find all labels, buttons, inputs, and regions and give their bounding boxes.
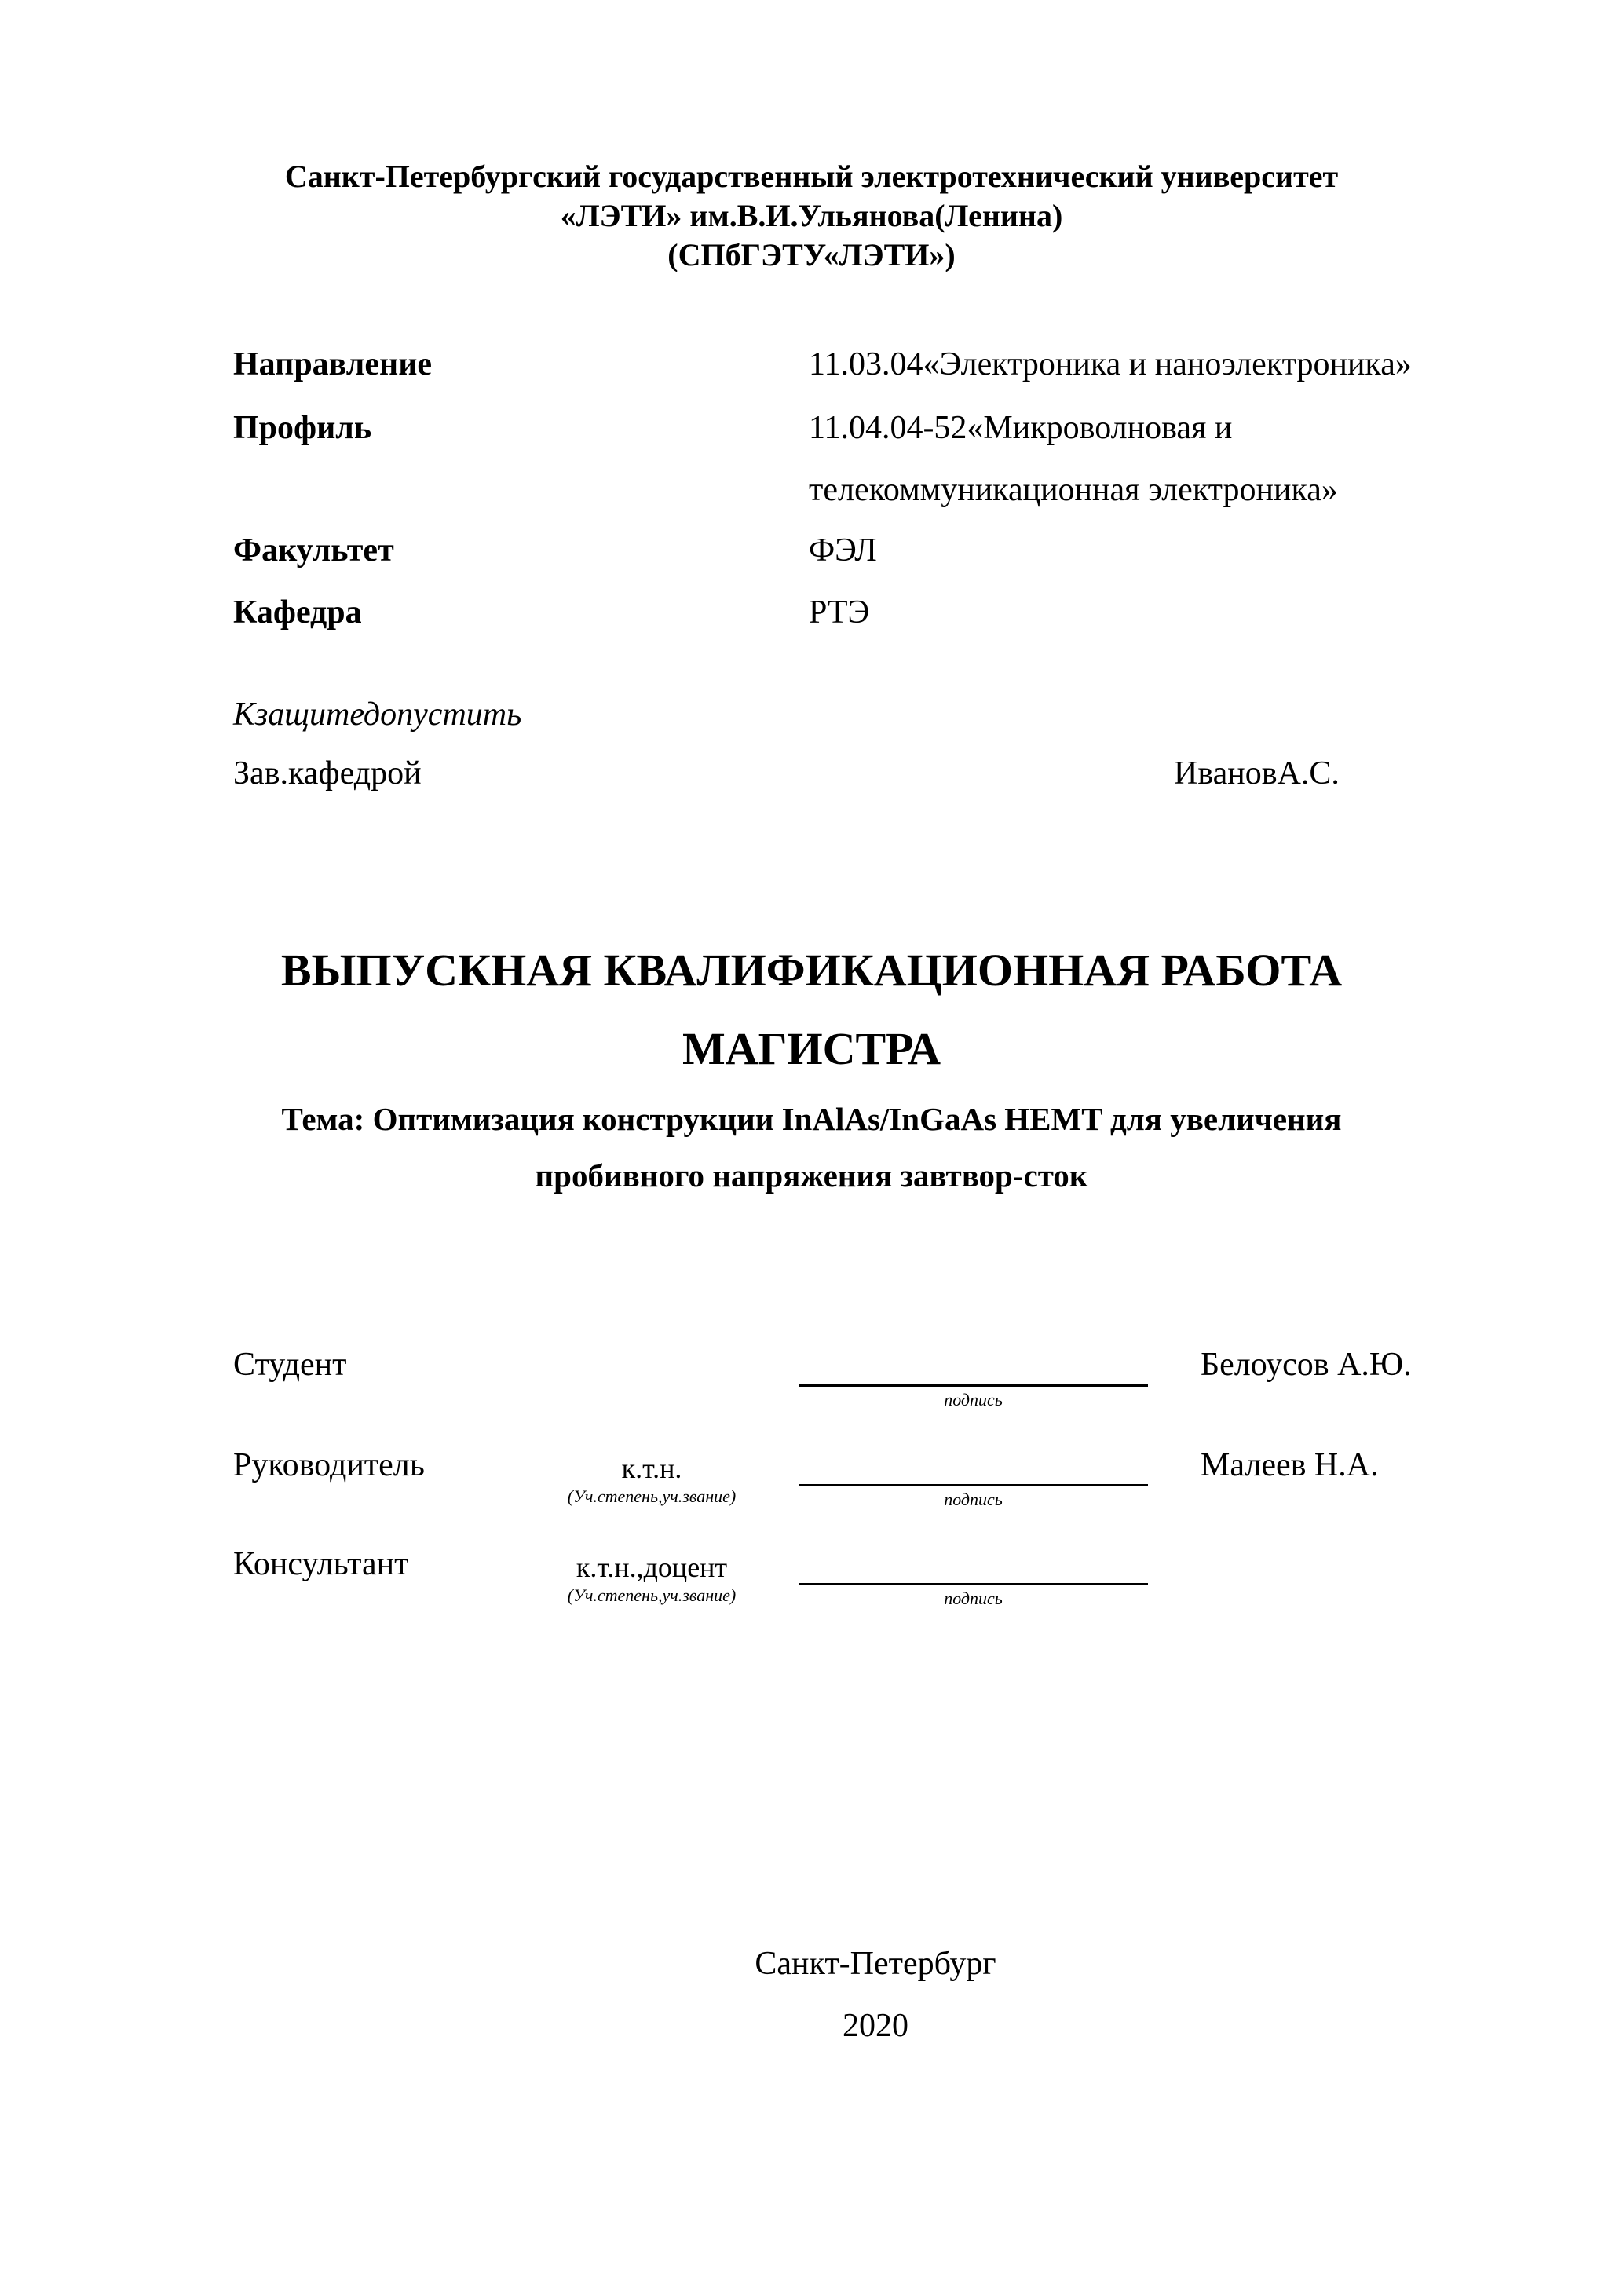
- signature-caption: подпись: [944, 1390, 1003, 1409]
- profile-value-cont: телекоммуникационная электроника»: [809, 472, 1338, 508]
- faculty-label: Факультет: [233, 532, 394, 569]
- supervisor-degree-caption: (Уч.степень,уч.звание): [567, 1486, 737, 1506]
- supervisor-name: Малеев Н.А.: [1201, 1447, 1379, 1483]
- department-label: Кафедра: [233, 594, 362, 631]
- student-name: Белоусов А.Ю.: [1201, 1347, 1412, 1383]
- supervisor-degree: к.т.н.: [621, 1453, 682, 1484]
- city: Санкт-Петербург: [755, 1946, 996, 1982]
- signature-line: [799, 1583, 1148, 1585]
- direction-label: Направление: [233, 346, 433, 382]
- topic-line-2: пробивного напряжения завтвор-сток: [535, 1157, 1088, 1194]
- university-name: Санкт-Петербургский государственный электротехнический университет: [284, 159, 1339, 194]
- profile-value: 11.04.04-52«Микроволновая и: [809, 410, 1233, 446]
- approval-text: Кзащитедопустить: [233, 696, 522, 733]
- supervisor-role: Руководитель: [233, 1447, 425, 1483]
- faculty-value: ФЭЛ: [809, 532, 877, 569]
- consultant-role: Консультант: [233, 1546, 409, 1582]
- university-short-name: «ЛЭТИ» им.В.И.Ульянова(Ленина): [560, 198, 1063, 233]
- title-line-1: ВЫПУСКНАЯ КВАЛИФИКАЦИОННАЯ РАБОТА: [280, 945, 1343, 996]
- signature-line: [799, 1384, 1148, 1387]
- signature-caption: подпись: [944, 1490, 1003, 1509]
- signature-caption: подпись: [944, 1589, 1003, 1608]
- profile-label: Профиль: [233, 410, 372, 446]
- consultant-degree: к.т.н.,доцент: [576, 1552, 728, 1583]
- title-line-2: МАГИСТРА: [682, 1023, 941, 1074]
- department-value: РТЭ: [809, 594, 870, 631]
- approval-name: ИвановА.С.: [1174, 755, 1340, 792]
- topic-line-1: Тема: Оптимизация конструкции InAlAs/InGaAs HEMT для увеличения: [281, 1101, 1342, 1137]
- direction-value: 11.03.04«Электроника и наноэлектроника»: [809, 346, 1412, 382]
- student-role: Студент: [233, 1347, 347, 1383]
- year: 2020: [843, 2008, 908, 2044]
- signature-line: [799, 1484, 1148, 1486]
- university-abbreviation: (СПбГЭТУ«ЛЭТИ»): [667, 237, 956, 272]
- approval-role: Зав.кафедрой: [233, 755, 422, 792]
- consultant-degree-caption: (Уч.степень,уч.звание): [567, 1585, 737, 1605]
